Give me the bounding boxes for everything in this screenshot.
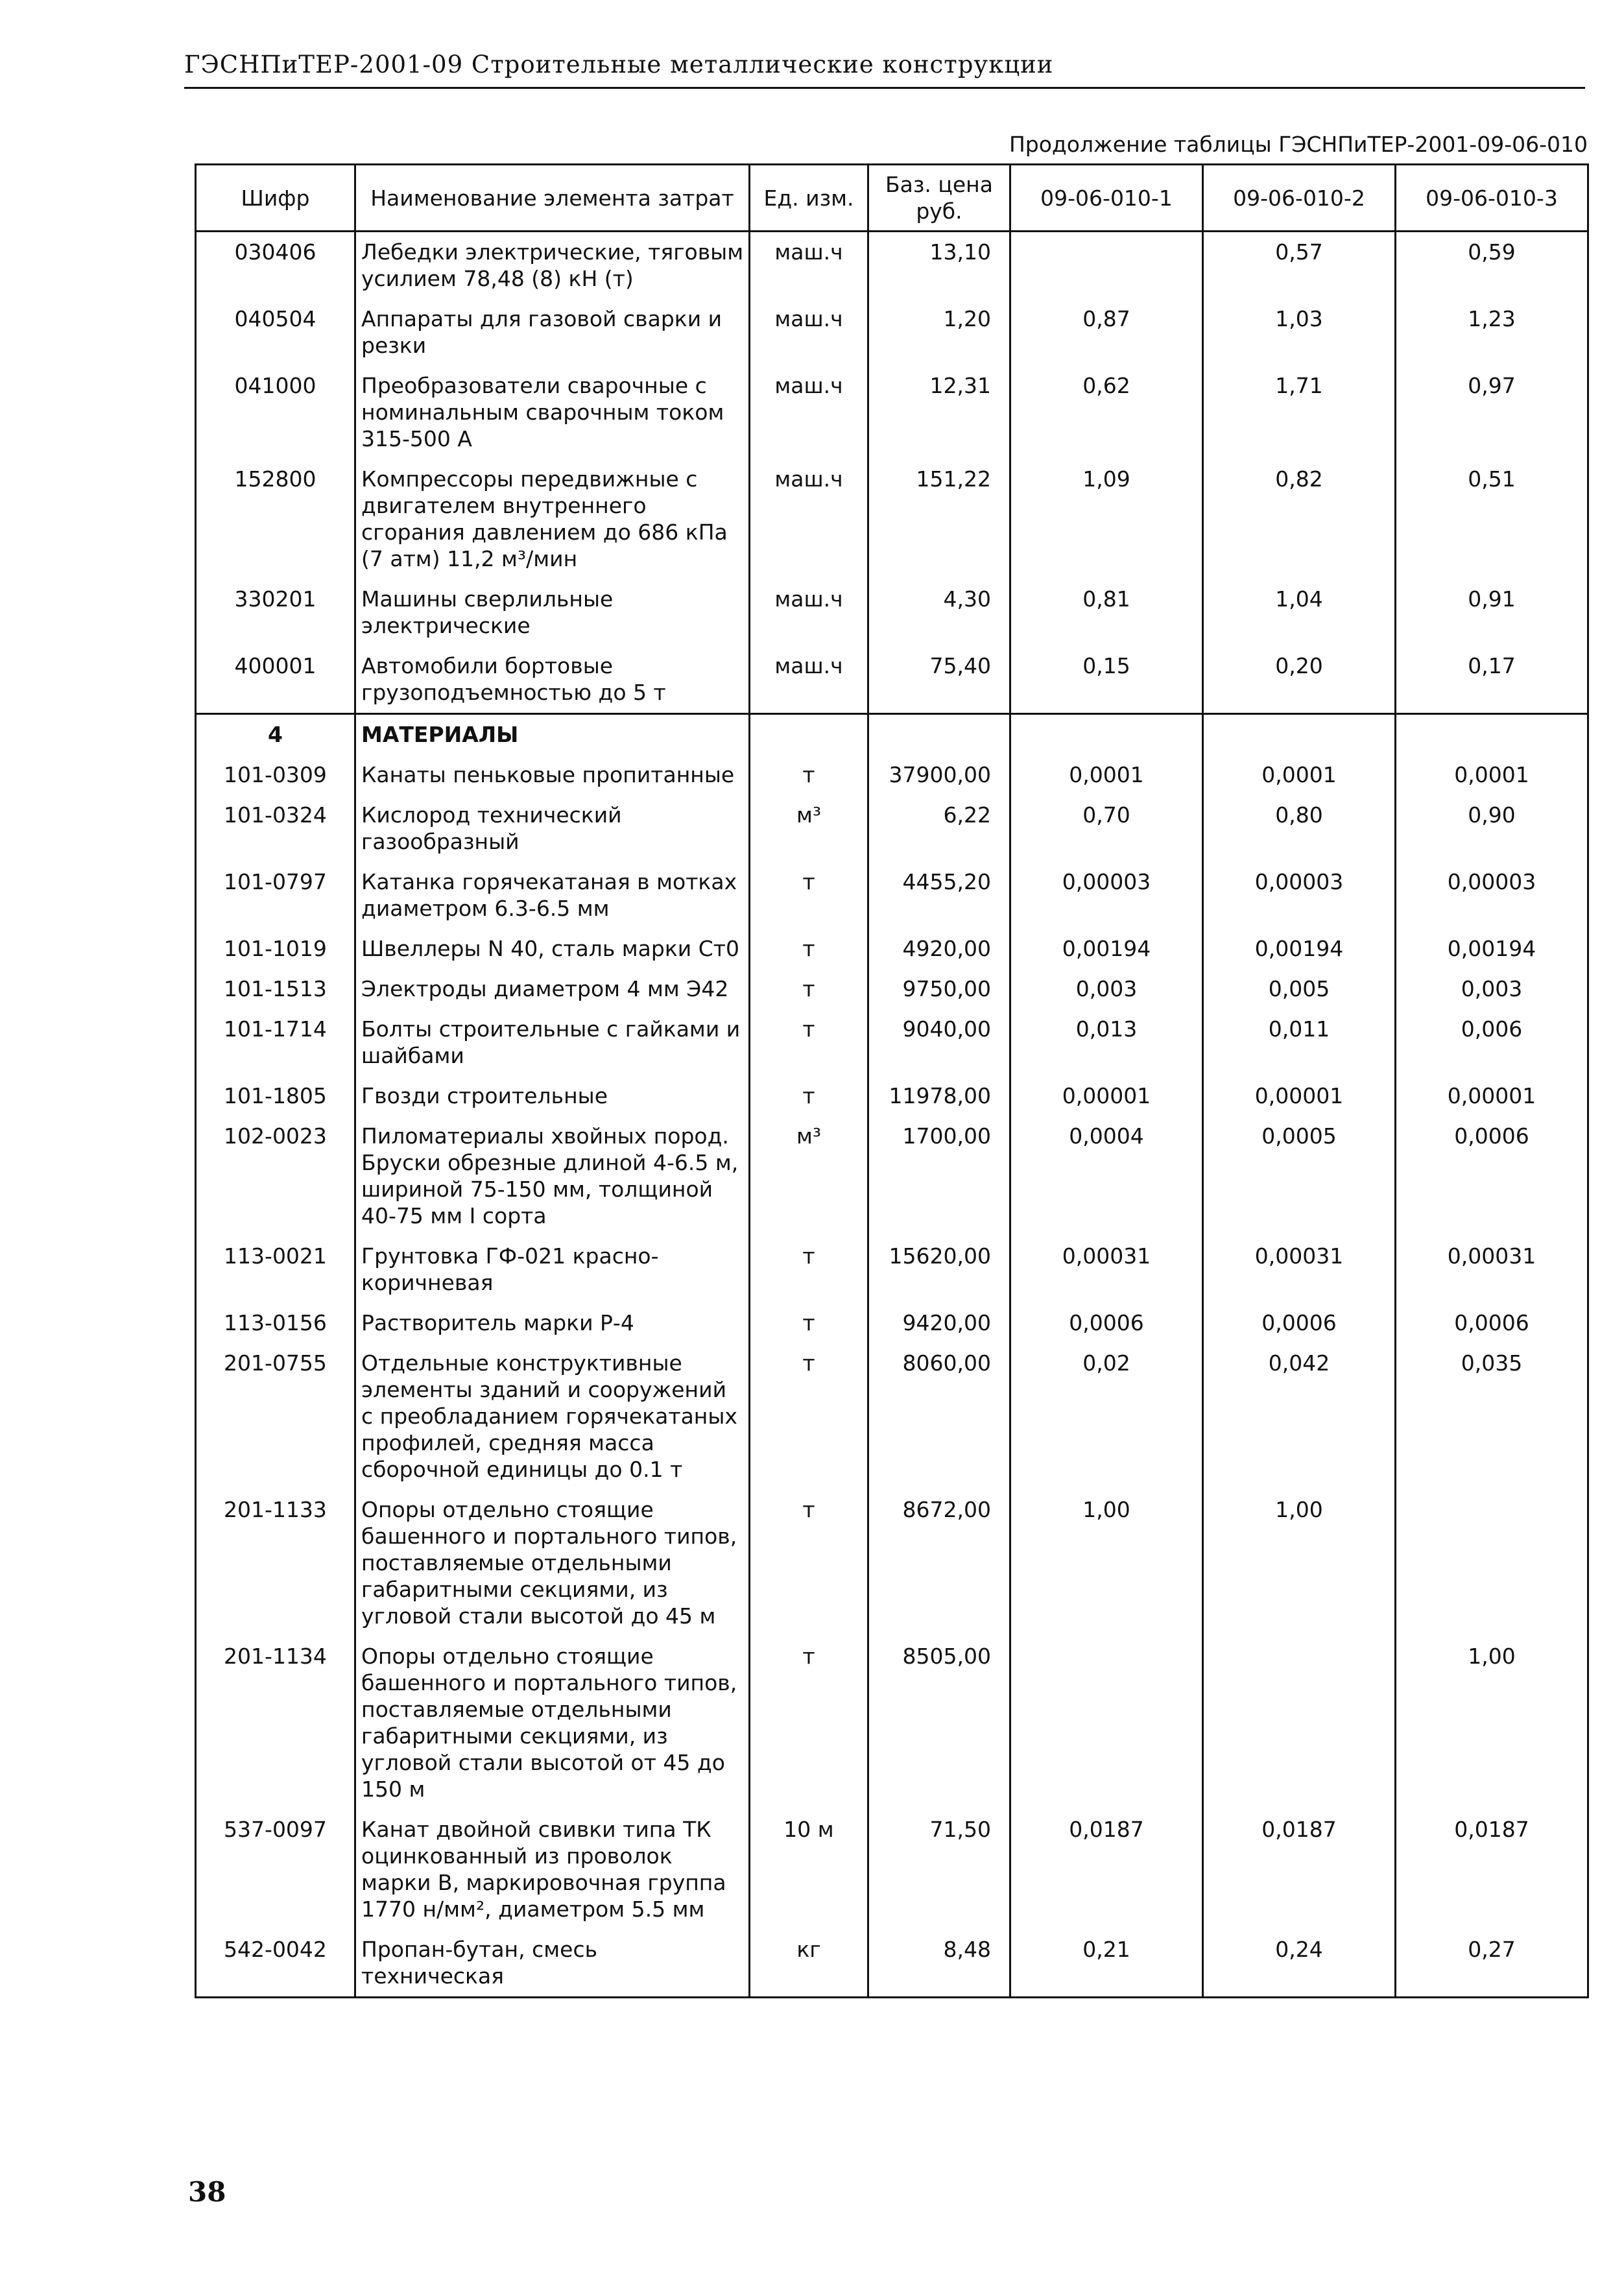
- cell-norm-3: [1396, 714, 1588, 756]
- cell-unit: т: [750, 1009, 868, 1076]
- cell-norm-1: 0,87: [1010, 299, 1203, 366]
- cell-unit: т: [750, 862, 868, 929]
- cell-price: 8,48: [868, 1930, 1010, 1998]
- running-head: ГЭСНПиТЕР-2001-09 Строительные металлические конструкции: [184, 51, 1054, 78]
- cell-norm-3: 0,0006: [1396, 1116, 1588, 1236]
- cell-norm-3: 0,003: [1396, 969, 1588, 1009]
- cell-norm-2: [1203, 714, 1396, 756]
- cell-norm-2: 1,00: [1203, 1490, 1396, 1636]
- cell-norm-3: 0,0001: [1396, 755, 1588, 795]
- cell-unit: [750, 714, 868, 756]
- cell-norm-2: 1,04: [1203, 579, 1396, 646]
- cell-code: 201-1134: [196, 1636, 355, 1810]
- cell-norm-2: 0,0001: [1203, 755, 1396, 795]
- cell-norm-1: 1,09: [1010, 459, 1203, 579]
- cell-name: Кислород технический газообразный: [355, 795, 750, 862]
- table-row: [196, 366, 1588, 459]
- column-header-norm-2: 09-06-010-2: [1203, 165, 1396, 232]
- cell-unit: т: [750, 929, 868, 969]
- table-row: [196, 1930, 1588, 1998]
- table-row: [196, 1490, 1588, 1636]
- cell-name: Канаты пеньковые пропитанные: [355, 755, 750, 795]
- table-continuation-caption: Продолжение таблицы ГЭСНПиТЕР-2001-09-06-010: [1009, 132, 1588, 157]
- cell-norm-2: 0,0187: [1203, 1810, 1396, 1930]
- table-row: [196, 795, 1588, 862]
- table-row: [196, 969, 1588, 1009]
- table-row: [196, 1343, 1588, 1490]
- cell-price: 71,50: [868, 1810, 1010, 1930]
- cell-norm-1: [1010, 232, 1203, 300]
- cell-code: 201-1133: [196, 1490, 355, 1636]
- cell-unit: м³: [750, 1116, 868, 1236]
- cell-code: 101-1714: [196, 1009, 355, 1076]
- cell-unit: т: [750, 1636, 868, 1810]
- cell-unit: маш.ч: [750, 232, 868, 300]
- cell-norm-3: 0,0187: [1396, 1810, 1588, 1930]
- cell-code: 4: [196, 714, 355, 756]
- cell-unit: т: [750, 1076, 868, 1116]
- cell-price: 11978,00: [868, 1076, 1010, 1116]
- cell-norm-1: 0,0006: [1010, 1303, 1203, 1343]
- cell-unit: маш.ч: [750, 299, 868, 366]
- cell-norm-2: 1,71: [1203, 366, 1396, 459]
- table-row: [196, 459, 1588, 579]
- cell-price: 12,31: [868, 366, 1010, 459]
- cell-norm-1: 0,00194: [1010, 929, 1203, 969]
- cell-unit: т: [750, 1490, 868, 1636]
- cell-norm-3: 1,23: [1396, 299, 1588, 366]
- cell-norm-2: 0,00031: [1203, 1236, 1396, 1303]
- cell-norm-3: 0,035: [1396, 1343, 1588, 1490]
- cell-price: 151,22: [868, 459, 1010, 579]
- cell-price: 8672,00: [868, 1490, 1010, 1636]
- cell-norm-1: 1,00: [1010, 1490, 1203, 1636]
- cell-code: 101-1513: [196, 969, 355, 1009]
- cell-name: Швеллеры N 40, сталь марки Ст0: [355, 929, 750, 969]
- cell-norm-1: 0,81: [1010, 579, 1203, 646]
- cell-code: 201-0755: [196, 1343, 355, 1490]
- cell-norm-3: 0,006: [1396, 1009, 1588, 1076]
- cell-code: 542-0042: [196, 1930, 355, 1998]
- cell-norm-2: 0,005: [1203, 969, 1396, 1009]
- cell-unit: кг: [750, 1930, 868, 1998]
- cell-norm-1: 0,21: [1010, 1930, 1203, 1998]
- cell-code: 101-0309: [196, 755, 355, 795]
- cell-norm-2: 0,0006: [1203, 1303, 1396, 1343]
- header-rule: [184, 87, 1585, 89]
- cell-norm-3: 0,91: [1396, 579, 1588, 646]
- table-row: [196, 1116, 1588, 1236]
- cell-name: Пиломатериалы хвойных пород. Бруски обрезные длиной 4-6.5 м, шириной 75-150 мм, толщиной 40-75 мм I сорта: [355, 1116, 750, 1236]
- cell-unit: т: [750, 1303, 868, 1343]
- cell-norm-2: [1203, 1636, 1396, 1810]
- cell-name: МАТЕРИАЛЫ: [355, 714, 750, 756]
- resource-table: [195, 163, 1589, 1998]
- cell-norm-2: 0,80: [1203, 795, 1396, 862]
- cell-unit: т: [750, 755, 868, 795]
- cell-name: Опоры отдельно стоящие башенного и портального типов, поставляемые отдельными габаритными секциями, из угловой стали высотой от 45 до 150 м: [355, 1636, 750, 1810]
- cell-unit: т: [750, 1343, 868, 1490]
- cell-name: Лебедки электрические, тяговым усилием 78,48 (8) кН (т): [355, 232, 750, 300]
- cell-price: [868, 714, 1010, 756]
- cell-norm-2: 0,00003: [1203, 862, 1396, 929]
- cell-price: 8060,00: [868, 1343, 1010, 1490]
- cell-price: 75,40: [868, 646, 1010, 714]
- column-header-price: Баз. цена руб.: [868, 165, 1010, 232]
- cell-code: 030406: [196, 232, 355, 300]
- cell-code: 101-1019: [196, 929, 355, 969]
- cell-name: Пропан-бутан, смесь техническая: [355, 1930, 750, 1998]
- cell-name: Болты строительные с гайками и шайбами: [355, 1009, 750, 1076]
- cell-price: 1,20: [868, 299, 1010, 366]
- cell-code: 152800: [196, 459, 355, 579]
- cell-norm-3: 0,97: [1396, 366, 1588, 459]
- cell-name: Электроды диаметром 4 мм Э42: [355, 969, 750, 1009]
- cell-norm-3: 0,59: [1396, 232, 1588, 300]
- cell-norm-2: 1,03: [1203, 299, 1396, 366]
- cell-name: Грунтовка ГФ-021 красно-коричневая: [355, 1236, 750, 1303]
- table-row: [196, 1076, 1588, 1116]
- cell-price: 37900,00: [868, 755, 1010, 795]
- cell-unit: маш.ч: [750, 459, 868, 579]
- cell-price: 1700,00: [868, 1116, 1010, 1236]
- table-row: [196, 929, 1588, 969]
- column-header-name: Наименование элемента затрат: [355, 165, 750, 232]
- cell-norm-1: 0,0004: [1010, 1116, 1203, 1236]
- cell-code: 041000: [196, 366, 355, 459]
- cell-code: 102-0023: [196, 1116, 355, 1236]
- cell-norm-2: 0,00194: [1203, 929, 1396, 969]
- section-header-row: [196, 714, 1588, 756]
- cell-code: 113-0156: [196, 1303, 355, 1343]
- table-header-row: [196, 165, 1588, 232]
- cell-norm-1: 0,00003: [1010, 862, 1203, 929]
- table-row: [196, 646, 1588, 714]
- cell-name: Машины сверлильные электрические: [355, 579, 750, 646]
- cell-unit: т: [750, 969, 868, 1009]
- column-header-unit: Ед. изм.: [750, 165, 868, 232]
- cell-norm-2: 0,042: [1203, 1343, 1396, 1490]
- cell-norm-1: [1010, 1636, 1203, 1810]
- cell-name: Отдельные конструктивные элементы зданий и сооружений с преобладанием горячекатаных профилей, средняя масса сборочной единицы до 0.1 т: [355, 1343, 750, 1490]
- cell-price: 6,22: [868, 795, 1010, 862]
- cell-price: 4920,00: [868, 929, 1010, 969]
- cell-norm-1: [1010, 714, 1203, 756]
- cell-norm-2: 0,011: [1203, 1009, 1396, 1076]
- cell-norm-1: 0,0187: [1010, 1810, 1203, 1930]
- cell-norm-3: 0,0006: [1396, 1303, 1588, 1343]
- cell-norm-3: [1396, 1490, 1588, 1636]
- cell-norm-1: 0,003: [1010, 969, 1203, 1009]
- cell-norm-1: 0,00031: [1010, 1236, 1203, 1303]
- cell-code: 113-0021: [196, 1236, 355, 1303]
- cell-norm-2: 0,82: [1203, 459, 1396, 579]
- table-row: [196, 579, 1588, 646]
- cell-code: 040504: [196, 299, 355, 366]
- cell-norm-3: 0,00003: [1396, 862, 1588, 929]
- cell-price: 13,10: [868, 232, 1010, 300]
- cell-unit: маш.ч: [750, 646, 868, 714]
- cell-norm-2: 0,0005: [1203, 1116, 1396, 1236]
- table-row: [196, 1303, 1588, 1343]
- cell-norm-2: 0,20: [1203, 646, 1396, 714]
- cell-code: 537-0097: [196, 1810, 355, 1930]
- cell-unit: маш.ч: [750, 366, 868, 459]
- cell-code: 101-0324: [196, 795, 355, 862]
- page-number: 38: [188, 2176, 226, 2208]
- cell-name: Преобразователи сварочные с номинальным сварочным током 315-500 А: [355, 366, 750, 459]
- cell-code: 400001: [196, 646, 355, 714]
- cell-norm-3: 0,90: [1396, 795, 1588, 862]
- column-header-norm-3: 09-06-010-3: [1396, 165, 1588, 232]
- cell-name: Катанка горячекатаная в мотках диаметром 6.3-6.5 мм: [355, 862, 750, 929]
- cell-name: Гвозди строительные: [355, 1076, 750, 1116]
- cell-name: Опоры отдельно стоящие башенного и портального типов, поставляемые отдельными габаритными секциями, из угловой стали высотой до 45 м: [355, 1490, 750, 1636]
- cell-norm-1: 0,15: [1010, 646, 1203, 714]
- cell-price: 9040,00: [868, 1009, 1010, 1076]
- cell-unit: 10 м: [750, 1810, 868, 1930]
- table-row: [196, 232, 1588, 300]
- cell-unit: маш.ч: [750, 579, 868, 646]
- cell-norm-1: 0,70: [1010, 795, 1203, 862]
- table-row: [196, 299, 1588, 366]
- cell-code: 101-1805: [196, 1076, 355, 1116]
- cell-name: Растворитель марки Р-4: [355, 1303, 750, 1343]
- table-row: [196, 1810, 1588, 1930]
- cell-norm-1: 0,013: [1010, 1009, 1203, 1076]
- cell-name: Автомобили бортовые грузоподъемностью до 5 т: [355, 646, 750, 714]
- column-header-norm-1: 09-06-010-1: [1010, 165, 1203, 232]
- table-row: [196, 862, 1588, 929]
- cell-norm-3: 0,17: [1396, 646, 1588, 714]
- cell-price: 9420,00: [868, 1303, 1010, 1343]
- cell-norm-3: 0,51: [1396, 459, 1588, 579]
- cell-name: Аппараты для газовой сварки и резки: [355, 299, 750, 366]
- cell-norm-2: 0,57: [1203, 232, 1396, 300]
- cell-price: 9750,00: [868, 969, 1010, 1009]
- cell-norm-1: 0,62: [1010, 366, 1203, 459]
- cell-norm-3: 0,00001: [1396, 1076, 1588, 1116]
- cell-norm-2: 0,00001: [1203, 1076, 1396, 1116]
- cell-price: 4,30: [868, 579, 1010, 646]
- cell-norm-3: 0,27: [1396, 1930, 1588, 1998]
- cell-norm-1: 0,02: [1010, 1343, 1203, 1490]
- cell-code: 101-0797: [196, 862, 355, 929]
- cell-norm-1: 0,0001: [1010, 755, 1203, 795]
- cell-unit: м³: [750, 795, 868, 862]
- table-row: [196, 1236, 1588, 1303]
- cell-price: 15620,00: [868, 1236, 1010, 1303]
- cell-price: 8505,00: [868, 1636, 1010, 1810]
- cell-unit: т: [750, 1236, 868, 1303]
- column-header-code: Шифр: [196, 165, 355, 232]
- cell-norm-3: 0,00031: [1396, 1236, 1588, 1303]
- table-row: [196, 755, 1588, 795]
- table-row: [196, 1009, 1588, 1076]
- cell-norm-3: 0,00194: [1396, 929, 1588, 969]
- table-row: [196, 1636, 1588, 1810]
- cell-norm-1: 0,00001: [1010, 1076, 1203, 1116]
- cell-price: 4455,20: [868, 862, 1010, 929]
- cell-name: Канат двойной свивки типа ТК оцинкованный из проволок марки В, маркировочная группа 1770 н/мм², диаметром 5.5 мм: [355, 1810, 750, 1930]
- cell-norm-3: 1,00: [1396, 1636, 1588, 1810]
- cell-name: Компрессоры передвижные с двигателем внутреннего сгорания давлением до 686 кПа (7 атм) 11,2 м³/мин: [355, 459, 750, 579]
- cell-norm-2: 0,24: [1203, 1930, 1396, 1998]
- cell-code: 330201: [196, 579, 355, 646]
